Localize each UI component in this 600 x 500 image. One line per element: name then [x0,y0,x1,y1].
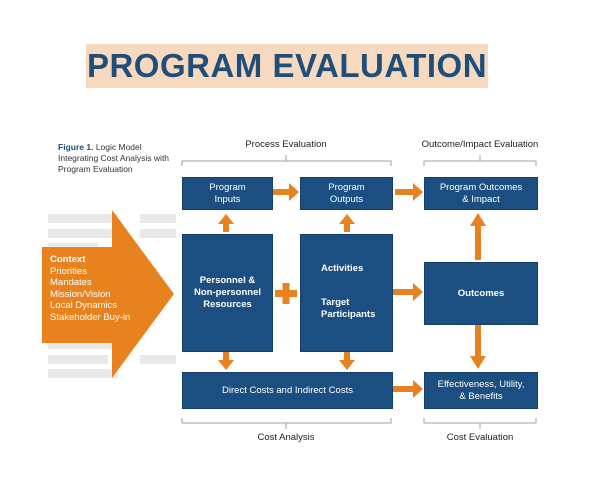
arrow-costs-to-effectiveness [393,380,423,398]
outcome-evaluation-bracket [424,155,536,166]
page-title: PROGRAM EVALUATION [86,47,488,84]
program-outcomes-box [424,177,538,210]
context-item: Mandates [50,277,92,289]
outcome-impact-evaluation-label: Outcome/Impact Evaluation [421,139,539,150]
activities-box [300,234,393,352]
arrow-outcomes-up [470,213,486,260]
arrow-inputs-to-outputs [273,183,299,201]
arrow-outcomes-down [470,325,486,369]
process-evaluation-bracket [182,155,391,166]
effectiveness-label: Effectiveness, Utility, & Benefits [437,378,525,402]
cost-evaluation-bracket [424,418,536,429]
arrow-activities-to-outcomes [393,283,423,301]
cost-analysis-label: Cost Analysis [257,432,315,443]
personnel-box [182,234,273,352]
arrow-personnel-up [218,214,234,232]
context-item: Mission/Vision [50,288,111,300]
cost-analysis-bracket [182,418,391,429]
cost-evaluation-label: Cost Evaluation [446,432,514,443]
outcomes-label: Outcomes [457,287,505,299]
arrow-personnel-down [218,352,234,370]
target-participants-label: Target Participants [321,297,376,320]
program-inputs-box [182,177,273,210]
figure-caption-text: Logic Model Integrating Cost Analysis with Program Evaluation [58,142,170,174]
figure-label: Figure 1. [58,142,94,152]
effectiveness-box [424,372,538,409]
program-inputs-label: Program Inputs [209,181,246,205]
program-outputs-label: Program Outputs [328,181,365,205]
process-evaluation-label: Process Evaluation [245,139,327,150]
context-title: Context [50,254,86,265]
plus-sign-v [283,283,290,304]
context-item: Local Dynamics [50,300,118,312]
context-item: Priorities [50,265,87,277]
context-list [50,254,140,324]
program-outcomes-label: Program Outcomes & Impact [439,181,523,205]
direct-costs-label: Direct Costs and Indirect Costs [222,384,353,396]
direct-costs-box [182,372,393,409]
activities-label: Activities [321,263,364,274]
arrow-activities-up [339,214,355,232]
arrow-outputs-to-outcomes [395,183,423,201]
program-outputs-box [300,177,393,210]
outcomes-box [424,262,538,325]
personnel-label: Personnel & Non-personnel Resources [193,275,262,310]
context-item: Stakeholder Buy-in [50,311,131,323]
arrow-activities-down [339,352,355,370]
